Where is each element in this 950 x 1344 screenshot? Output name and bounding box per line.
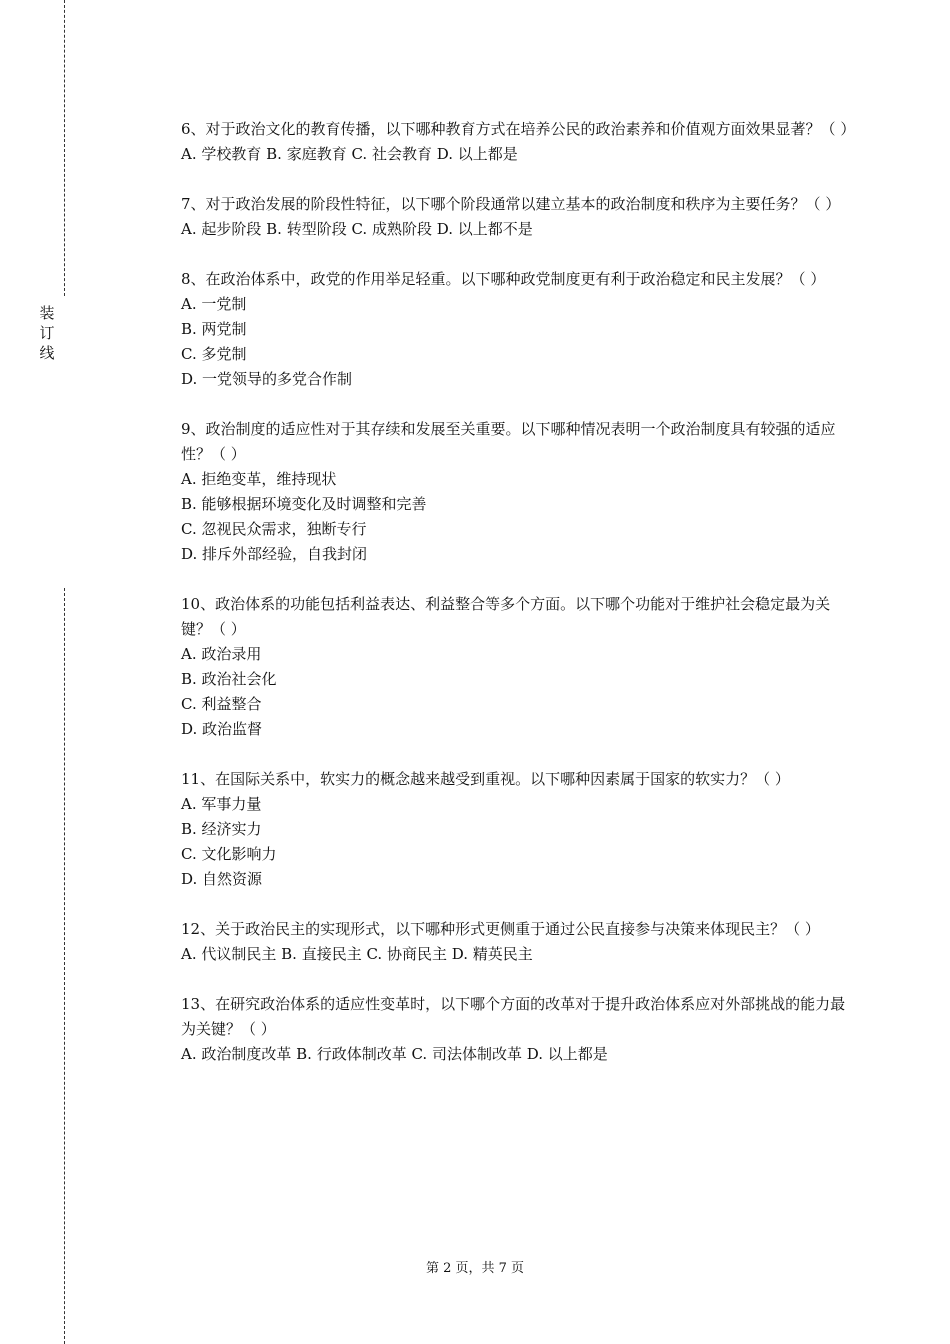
- option-line: A. 代议制民主 B. 直接民主 C. 协商民主 D. 精英民主: [181, 945, 533, 963]
- option-c: C. 文化影响力: [181, 845, 277, 863]
- option-line: A. 起步阶段 B. 转型阶段 C. 成熟阶段 D. 以上都不是: [181, 220, 533, 238]
- option-a: A. 政治录用: [181, 645, 262, 663]
- question-12: [181, 917, 851, 967]
- question-text: 12、关于政治民主的实现形式，以下哪种形式更侧重于通过公民直接参与决策来体现民主？（ ）: [181, 920, 820, 938]
- option-d: D. 自然资源: [181, 870, 263, 888]
- question-8: [181, 267, 851, 392]
- binding-line-bottom: [64, 588, 65, 1344]
- question-13: [181, 992, 851, 1067]
- question-text: 7、对于政治发展的阶段性特征，以下哪个阶段通常以建立基本的政治制度和秩序为主要任务？（ ）: [181, 195, 841, 213]
- option-b: B. 经济实力: [181, 820, 262, 838]
- question-list: [181, 117, 856, 1092]
- option-line: A. 学校教育 B. 家庭教育 C. 社会教育 D. 以上都是: [181, 145, 518, 163]
- question-text: 13、在研究政治体系的适应性变革时，以下哪个方面的改革对于提升政治体系应对外部挑战的能力最为关键？（ ）: [181, 995, 846, 1038]
- binding-char: 订: [39, 324, 55, 342]
- option-b: B. 政治社会化: [181, 670, 277, 688]
- option-a: A. 一党制: [181, 295, 247, 313]
- binding-char: 线: [39, 344, 55, 362]
- question-text: 8、在政治体系中，政党的作用举足轻重。以下哪种政党制度更有利于政治稳定和民主发展？（ ）: [181, 270, 826, 288]
- question-text: 10、政治体系的功能包括利益表达、利益整合等多个方面。以下哪个功能对于维护社会稳定最为关键？（ ）: [181, 595, 831, 638]
- page-number: 第 2 页，共 7 页: [425, 1261, 525, 1276]
- question-9: [181, 417, 851, 567]
- binding-label: [37, 303, 57, 363]
- option-c: C. 多党制: [181, 345, 247, 363]
- binding-line-top: [64, 0, 65, 296]
- question-11: [181, 767, 851, 892]
- option-b: B. 能够根据环境变化及时调整和完善: [181, 495, 427, 513]
- binding-char: 装: [39, 304, 55, 322]
- question-6: [181, 117, 856, 167]
- option-d: D. 政治监督: [181, 720, 263, 738]
- question-10: [181, 592, 851, 742]
- question-text: 11、在国际关系中，软实力的概念越来越受到重视。以下哪种因素属于国家的软实力？（ ）: [181, 770, 790, 788]
- option-a: A. 军事力量: [181, 795, 262, 813]
- option-line: A. 政治制度改革 B. 行政体制改革 C. 司法体制改革 D. 以上都是: [181, 1045, 608, 1063]
- option-c: C. 利益整合: [181, 695, 262, 713]
- option-b: B. 两党制: [181, 320, 247, 338]
- option-d: D. 一党领导的多党合作制: [181, 370, 353, 388]
- option-c: C. 忽视民众需求，独断专行: [181, 520, 367, 538]
- question-text: 9、政治制度的适应性对于其存续和发展至关重要。以下哪种情况表明一个政治制度具有较强的适应性？（ ）: [181, 420, 836, 463]
- option-d: D. 排斥外部经验，自我封闭: [181, 545, 368, 563]
- question-text: 6、对于政治文化的教育传播，以下哪种教育方式在培养公民的政治素养和价值观方面效果显著？（ ）: [181, 120, 856, 138]
- question-7: [181, 192, 851, 242]
- option-a: A. 拒绝变革，维持现状: [181, 470, 337, 488]
